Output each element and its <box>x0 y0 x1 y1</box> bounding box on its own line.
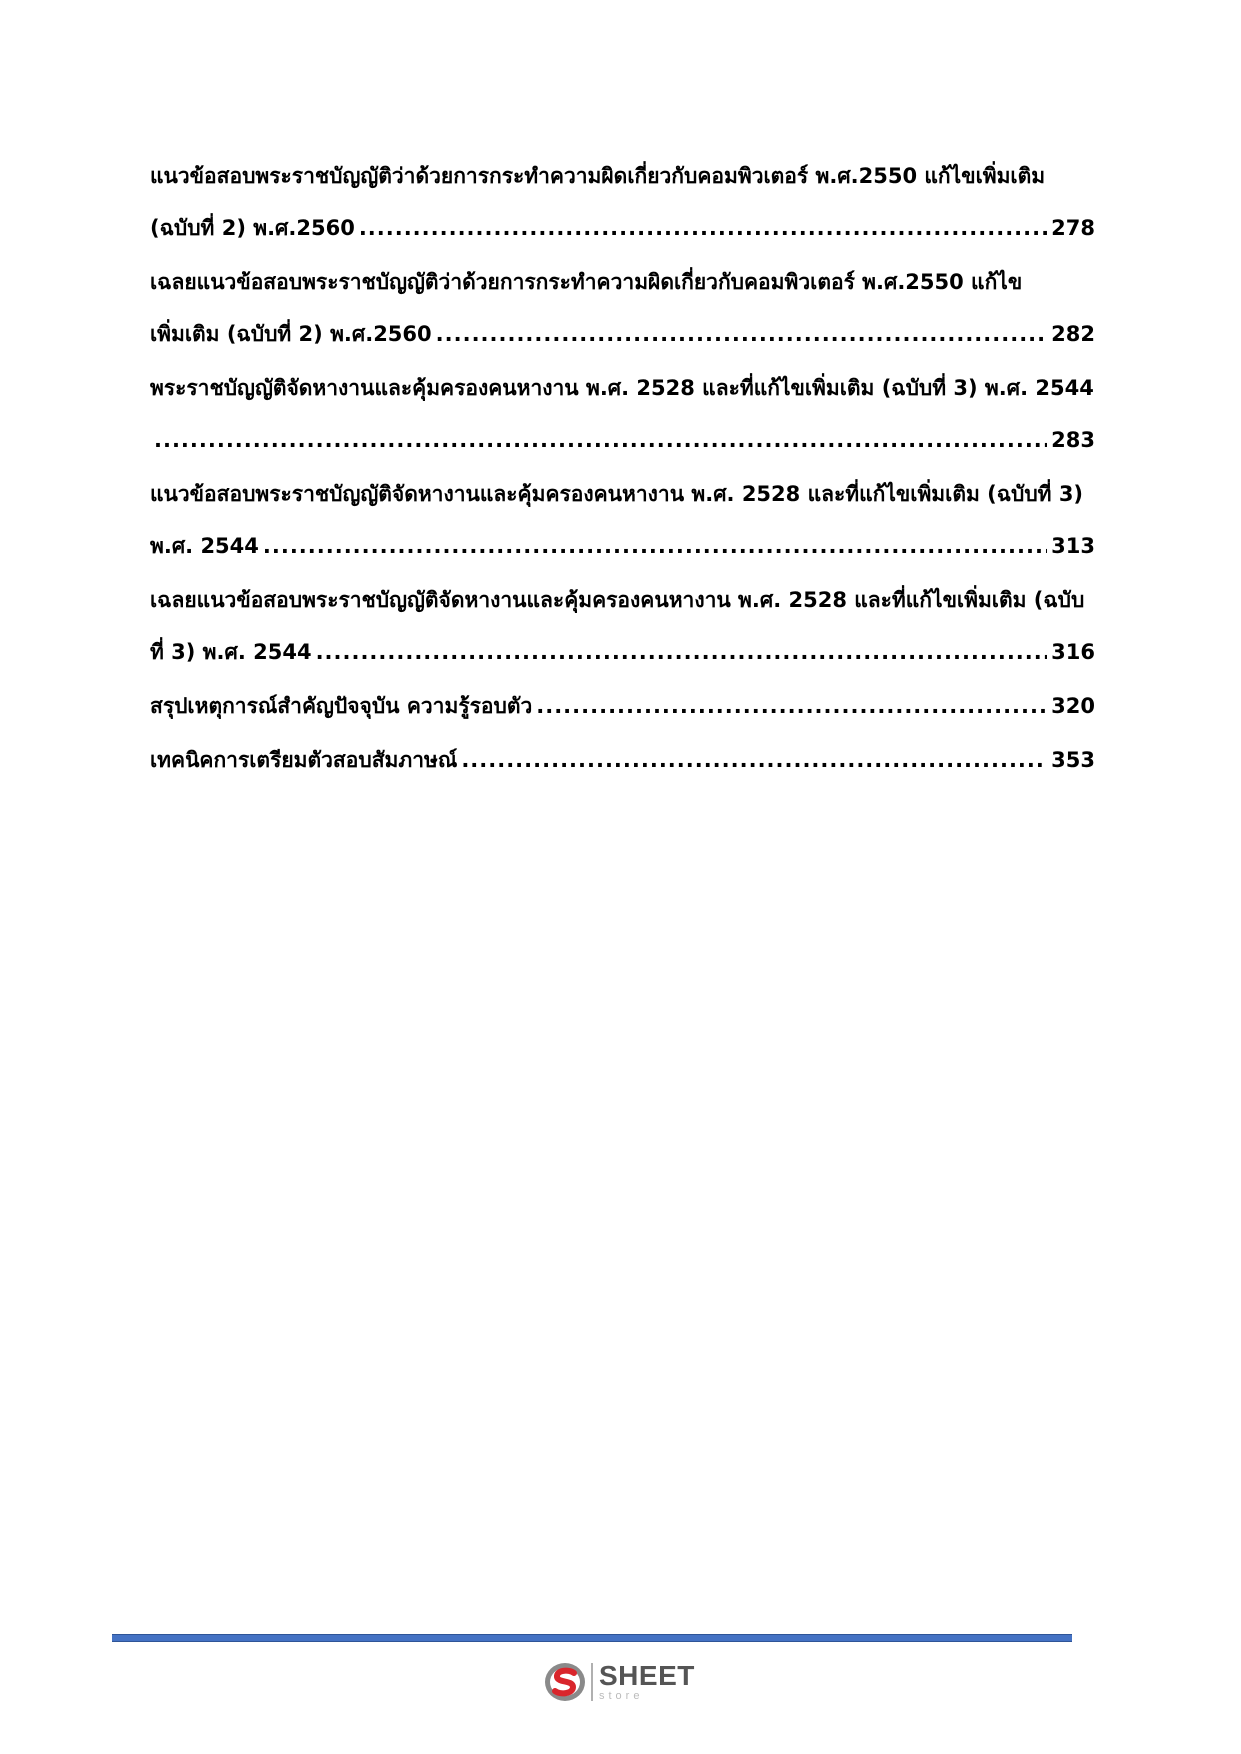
toc-page-number: 316 <box>1051 640 1095 664</box>
toc-page-number: 320 <box>1051 694 1095 718</box>
toc-entry-last-line <box>150 626 1095 678</box>
sheet-store-logo <box>543 1659 695 1705</box>
toc-entry-title-line1: พระราชบัญญัติจัดหางานและคุ้มครองคนหางาน พ.ศ. 2528 และที่แก้ไขเพิ่มเติม (ฉบับที่ 3) พ.ศ. 2544 <box>150 376 1094 400</box>
toc-entry-title-line2: เพิ่มเติม (ฉบับที่ 2) พ.ศ.2560 <box>150 322 432 346</box>
toc-entry-title-line2: พ.ศ. 2544 <box>150 534 259 558</box>
toc-entry-title: เทคนิคการเตรียมตัวสอบสัมภาษณ์ <box>150 748 458 772</box>
dot-leader <box>154 414 1047 466</box>
logo-subtitle: store <box>599 1690 644 1702</box>
toc-entry[interactable] <box>150 734 1095 786</box>
toc-entry-title: สรุปเหตุการณ์สำคัญปัจจุบัน ความรู้รอบตัว <box>150 694 533 718</box>
logo-word: SHEET <box>599 1660 695 1691</box>
toc-entry-last-line <box>150 734 1095 786</box>
logo-text <box>599 1662 695 1702</box>
toc-page-number: 353 <box>1051 748 1095 772</box>
toc-entry-last-line <box>150 680 1095 732</box>
toc-entry[interactable] <box>150 680 1095 732</box>
toc-entry[interactable] <box>150 468 1095 572</box>
toc-entry-title-line1: แนวข้อสอบพระราชบัญญัติจัดหางานและคุ้มครองคนหางาน พ.ศ. 2528 และที่แก้ไขเพิ่มเติม (ฉบับที่ 3) <box>150 482 1084 506</box>
toc-page-number: 278 <box>1051 216 1095 240</box>
dot-leader <box>536 680 1047 732</box>
toc-entry[interactable] <box>150 574 1095 678</box>
toc-entry-title-line1: เฉลยแนวข้อสอบพระราชบัญญัติจัดหางานและคุ้มครองคนหางาน พ.ศ. 2528 และที่แก้ไขเพิ่มเติม (ฉบับ <box>150 588 1085 612</box>
toc-page-number: 282 <box>1051 322 1095 346</box>
footer-rule <box>112 1634 1072 1642</box>
dot-leader <box>436 308 1048 360</box>
toc-entry-title-line2: ที่ 3) พ.ศ. 2544 <box>150 640 312 664</box>
toc-entry-title-line2: (ฉบับที่ 2) พ.ศ.2560 <box>150 216 355 240</box>
toc-entry-last-line <box>150 414 1095 466</box>
toc-entry-last-line <box>150 202 1095 254</box>
sheet-store-s-icon <box>543 1660 587 1704</box>
toc-page-number: 283 <box>1051 428 1095 452</box>
dot-leader <box>359 202 1047 254</box>
toc-entry-title-line1: เฉลยแนวข้อสอบพระราชบัญญัติว่าด้วยการกระทำความผิดเกี่ยวกับคอมพิวเตอร์ พ.ศ.2550 แก้ไข <box>150 270 1023 294</box>
table-of-contents <box>150 150 1095 788</box>
toc-entry[interactable] <box>150 256 1095 360</box>
logo-divider <box>591 1663 593 1701</box>
dot-leader <box>461 734 1047 786</box>
toc-entry-last-line <box>150 308 1095 360</box>
toc-entry-title-line1: แนวข้อสอบพระราชบัญญัติว่าด้วยการกระทำความผิดเกี่ยวกับคอมพิวเตอร์ พ.ศ.2550 แก้ไขเพิ่มเติม <box>150 164 1046 188</box>
toc-entry[interactable] <box>150 362 1095 466</box>
dot-leader <box>316 626 1048 678</box>
toc-entry[interactable] <box>150 150 1095 254</box>
toc-entry-last-line <box>150 520 1095 572</box>
dot-leader <box>263 520 1047 572</box>
toc-page-number: 313 <box>1051 534 1095 558</box>
